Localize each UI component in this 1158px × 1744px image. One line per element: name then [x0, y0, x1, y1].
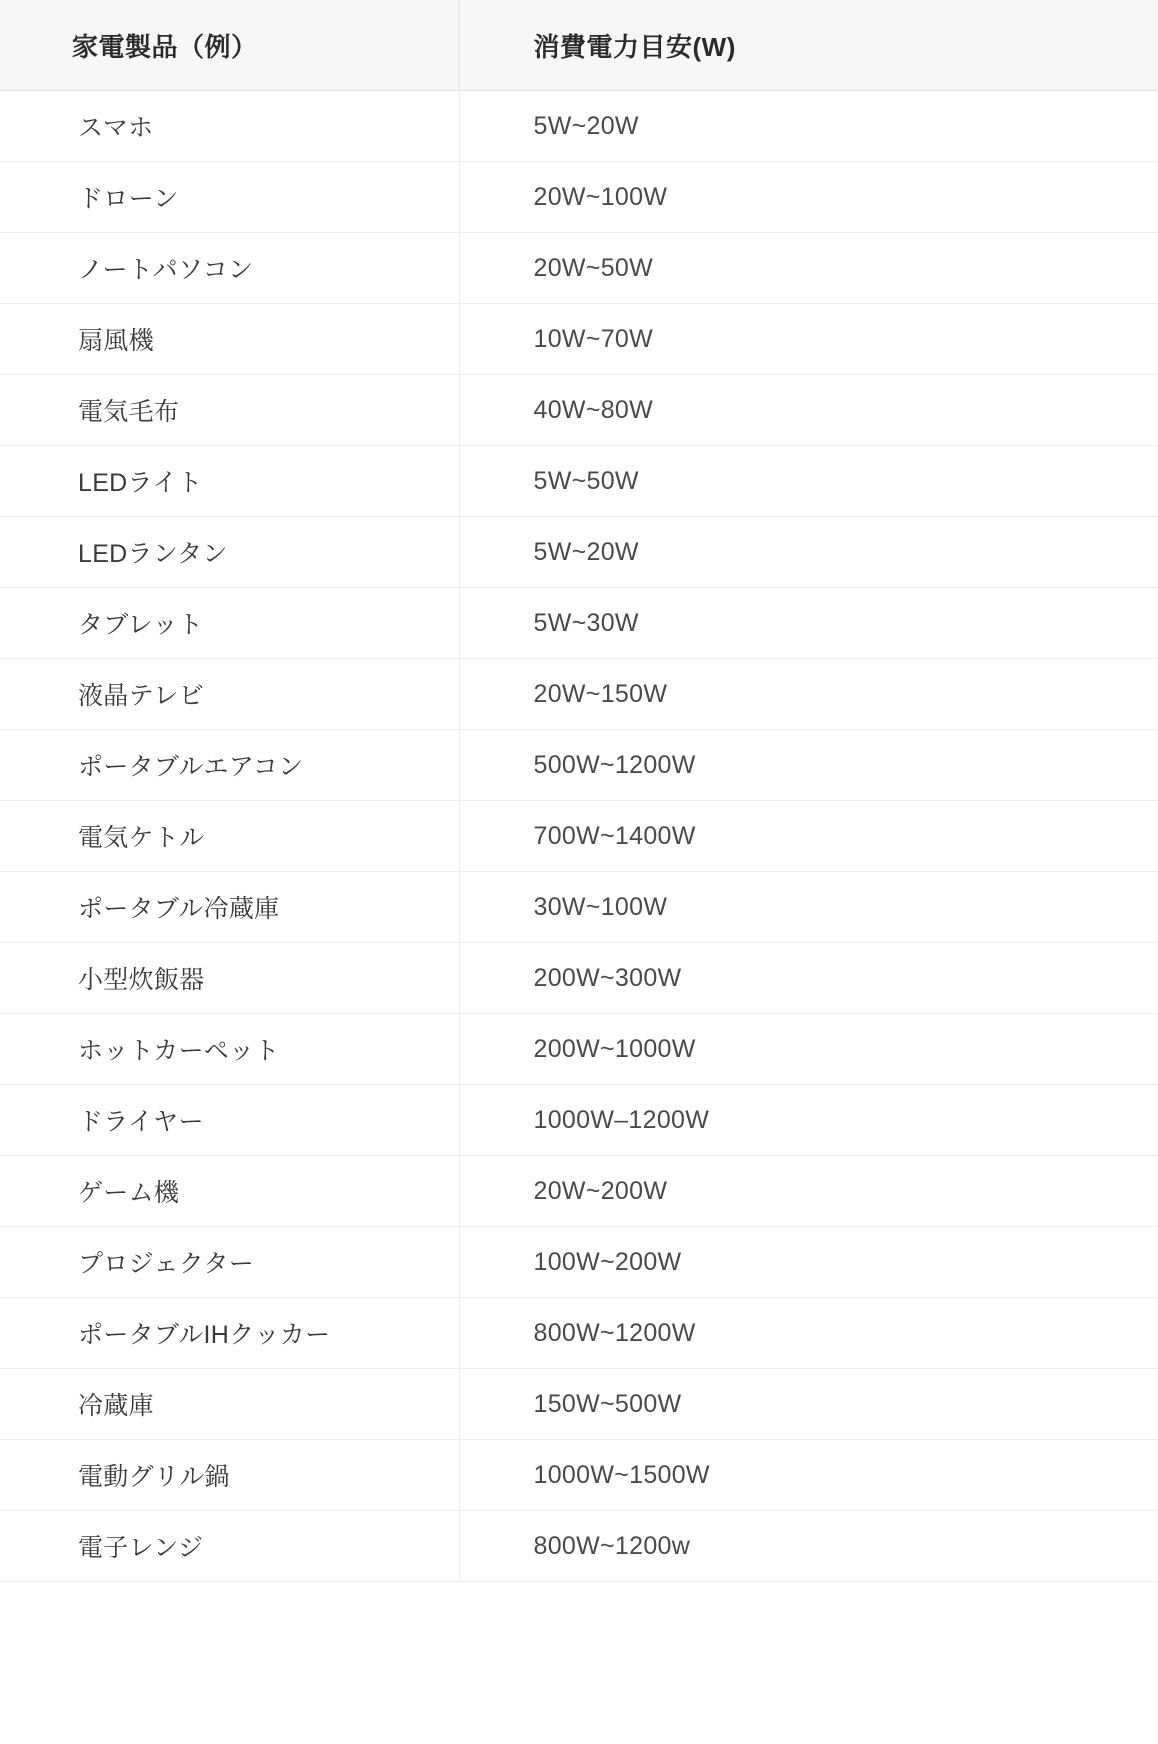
column-header-product: 家電製品（例） [0, 0, 459, 91]
table-row [0, 659, 1158, 730]
cell-watt: 500W~1200W [459, 730, 1158, 801]
cell-watt: 5W~30W [459, 588, 1158, 659]
table-row [0, 1511, 1158, 1582]
table-row [0, 304, 1158, 375]
cell-watt: 20W~50W [459, 233, 1158, 304]
table-row [0, 943, 1158, 1014]
cell-product: プロジェクター [0, 1227, 459, 1298]
table-row [0, 233, 1158, 304]
cell-product: 扇風機 [0, 304, 459, 375]
cell-watt: 20W~150W [459, 659, 1158, 730]
cell-watt: 20W~100W [459, 162, 1158, 233]
cell-product: LEDランタン [0, 517, 459, 588]
table-row [0, 1369, 1158, 1440]
cell-product: ホットカーペット [0, 1014, 459, 1085]
table-row [0, 588, 1158, 659]
cell-watt: 800W~1200W [459, 1298, 1158, 1369]
cell-watt: 10W~70W [459, 304, 1158, 375]
cell-product: LEDライト [0, 446, 459, 517]
cell-product: 電子レンジ [0, 1511, 459, 1582]
cell-product: ドライヤー [0, 1085, 459, 1156]
table-row [0, 1298, 1158, 1369]
cell-watt: 800W~1200w [459, 1511, 1158, 1582]
table-header [0, 0, 1158, 91]
table-body [0, 91, 1158, 1582]
table-row [0, 730, 1158, 801]
table-row [0, 446, 1158, 517]
cell-watt: 5W~20W [459, 91, 1158, 162]
cell-watt: 1000W~1500W [459, 1440, 1158, 1511]
table-row [0, 1085, 1158, 1156]
cell-product: 電気ケトル [0, 801, 459, 872]
cell-watt: 700W~1400W [459, 801, 1158, 872]
cell-product: ポータブル冷蔵庫 [0, 872, 459, 943]
table-row [0, 375, 1158, 446]
cell-product: ゲーム機 [0, 1156, 459, 1227]
cell-watt: 30W~100W [459, 872, 1158, 943]
cell-watt: 5W~20W [459, 517, 1158, 588]
table-row [0, 1014, 1158, 1085]
cell-product: 冷蔵庫 [0, 1369, 459, 1440]
table-row [0, 1227, 1158, 1298]
table-row [0, 91, 1158, 162]
cell-product: 電動グリル鍋 [0, 1440, 459, 1511]
column-header-watt: 消費電力目安(W) [459, 0, 1158, 91]
cell-product: ポータブルエアコン [0, 730, 459, 801]
cell-watt: 100W~200W [459, 1227, 1158, 1298]
table-row [0, 1156, 1158, 1227]
cell-watt: 20W~200W [459, 1156, 1158, 1227]
cell-product: ノートパソコン [0, 233, 459, 304]
table-row [0, 801, 1158, 872]
table-row [0, 162, 1158, 233]
table-row [0, 517, 1158, 588]
cell-product: ドローン [0, 162, 459, 233]
cell-product: タブレット [0, 588, 459, 659]
table-header-row [0, 0, 1158, 91]
cell-product: スマホ [0, 91, 459, 162]
table-row [0, 872, 1158, 943]
table-row [0, 1440, 1158, 1511]
cell-watt: 1000W–1200W [459, 1085, 1158, 1156]
cell-product: 小型炊飯器 [0, 943, 459, 1014]
cell-watt: 200W~300W [459, 943, 1158, 1014]
cell-product: ポータブルIHクッカー [0, 1298, 459, 1369]
cell-product: 電気毛布 [0, 375, 459, 446]
cell-watt: 5W~50W [459, 446, 1158, 517]
cell-watt: 40W~80W [459, 375, 1158, 446]
cell-product: 液晶テレビ [0, 659, 459, 730]
cell-watt: 150W~500W [459, 1369, 1158, 1440]
cell-watt: 200W~1000W [459, 1014, 1158, 1085]
